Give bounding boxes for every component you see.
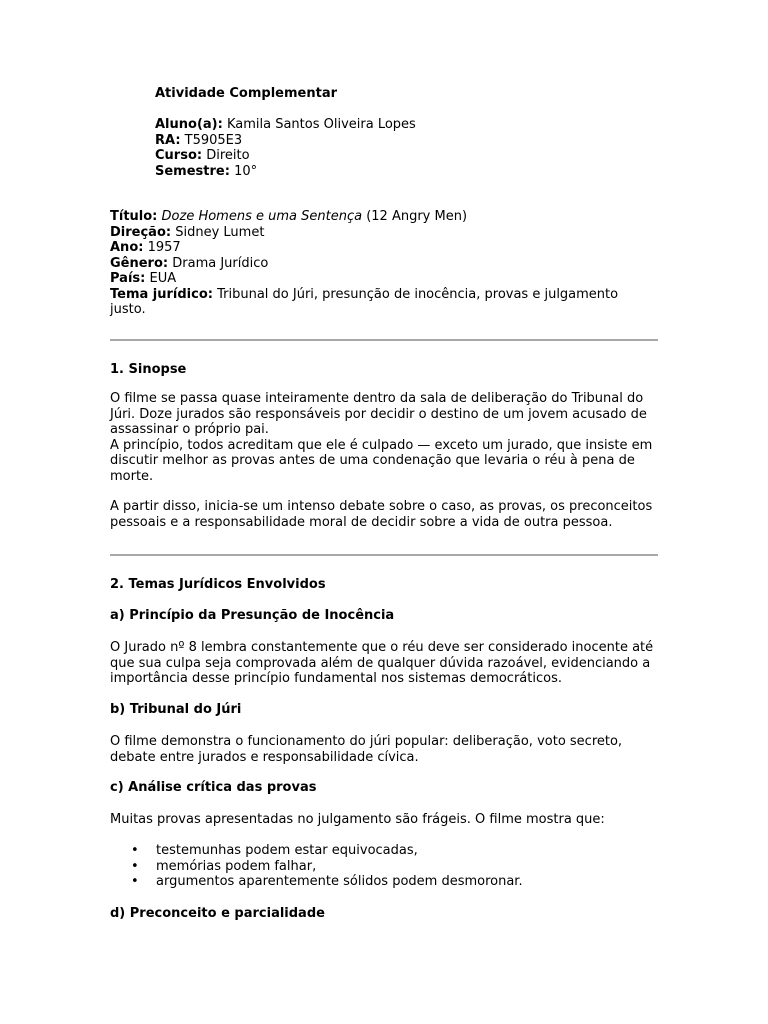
tema-b-heading — [110, 702, 662, 718]
bullet-icon: • — [131, 843, 139, 858]
bullet-text: testemunhas podem estar equivocadas, — [156, 843, 418, 858]
ra-line — [155, 133, 655, 149]
bullet-text: argumentos aparentemente sólidos podem desmoronar. — [156, 874, 523, 889]
pais-line — [110, 271, 630, 287]
tema-line — [110, 287, 630, 318]
genero-value: Drama Jurídico — [172, 255, 269, 271]
sinopse-heading-text: 1. Sinopse — [110, 362, 187, 377]
tema-d-heading-text: d) Preconceito e parcialidade — [110, 906, 325, 921]
aluno-line — [155, 117, 655, 133]
aluno-value: Kamila Santos Oliveira Lopes — [226, 117, 416, 132]
tema-label: Tema jurídico: — [110, 286, 213, 302]
titulo-label: Título: — [110, 209, 158, 224]
bullet-icon: • — [131, 874, 139, 889]
direcao-label: Direção: — [110, 224, 172, 240]
ano-label: Ano: — [110, 240, 144, 255]
bullet-icon: • — [131, 858, 139, 874]
sinopse-paragraph-3: A partir disso, inicia-se um intenso debate sobre o caso, as provas, os preconceitos pessoais e a responsabilidade moral de decidir sobre a vida de outra pessoa. — [110, 499, 653, 530]
title-text: Atividade Complementar — [155, 86, 337, 101]
temas-heading-text: 2. Temas Jurídicos Envolvidos — [110, 577, 326, 592]
tema-c-heading — [110, 780, 662, 796]
curso-label: Curso: — [155, 148, 203, 163]
ano-line — [110, 240, 630, 256]
tema-c-heading-text: c) Análise crítica das provas — [110, 780, 317, 795]
tema-b-body — [110, 734, 658, 765]
tema-c-body — [110, 812, 658, 828]
list-item — [110, 843, 650, 859]
semestre-value: 10° — [234, 163, 258, 179]
sinopse-paragraph-3-block — [110, 499, 655, 530]
ra-value: T5905E3 — [184, 132, 243, 148]
bullet-text: memórias podem falhar, — [156, 858, 317, 874]
tema-value: Tribunal do Júri, presunção de inocência, provas e julgamento justo. — [110, 286, 619, 317]
sinopse-paragraph-2: A princípio, todos acreditam que ele é culpado — exceto um jurado, que insiste em discutir melhor as provas antes de uma condenação que levaria o réu à pena de morte. — [110, 437, 653, 484]
sinopse-heading — [110, 362, 662, 378]
list-item — [110, 874, 650, 890]
film-info — [110, 209, 630, 318]
tema-a-body — [110, 640, 658, 687]
ano-value: 1957 — [147, 240, 181, 255]
tema-c-bullet-list — [110, 843, 650, 890]
tema-a-heading-text: a) Princípio da Presunção de Inocência — [110, 608, 395, 623]
tema-a-heading — [110, 608, 662, 624]
doc-title — [155, 86, 655, 102]
ra-label: RA: — [155, 132, 181, 148]
tema-d-heading — [110, 906, 662, 922]
tema-c-paragraph: Muitas provas apresentadas no julgamento são frágeis. O filme mostra que: — [110, 812, 605, 827]
sinopse-paragraph-1: O filme se passa quase inteiramente dentro da sala de deliberação do Tribunal do Júri. Doze jurados são responsáveis por decidir o destino de um jovem acusado de assassinar o próprio pai. — [110, 391, 647, 437]
pais-label: País: — [110, 271, 146, 286]
semestre-line — [155, 164, 655, 180]
pais-value: EUA — [149, 271, 177, 286]
divider-1 — [110, 339, 658, 341]
direcao-value: Sidney Lumet — [175, 224, 265, 240]
titulo-value: Doze Homens e uma Sentença — [161, 209, 363, 224]
genero-label: Gênero: — [110, 255, 169, 271]
genero-line — [110, 256, 630, 272]
sinopse-body — [110, 391, 655, 484]
titulo-line — [110, 209, 630, 225]
semestre-label: Semestre: — [155, 163, 230, 179]
curso-line — [155, 148, 655, 164]
tema-b-paragraph: O filme demonstra o funcionamento do júri popular: deliberação, voto secreto, debate entre jurados e responsabilidade cívica. — [110, 734, 623, 765]
tema-a-paragraph: O Jurado nº 8 lembra constantemente que o réu deve ser considerado inocente até que sua culpa seja comprovada além de qualquer dúvida razoável, evidenciando a importância desse princípio fundamental nos sistemas democráticos. — [110, 640, 654, 686]
curso-value: Direito — [206, 148, 250, 163]
list-item — [110, 859, 650, 875]
divider-2 — [110, 554, 658, 556]
aluno-label: Aluno(a): — [155, 117, 223, 132]
tema-b-heading-text: b) Tribunal do Júri — [110, 702, 242, 717]
direcao-line — [110, 225, 630, 241]
student-info — [155, 117, 655, 179]
temas-heading — [110, 577, 662, 593]
titulo-original: (12 Angry Men) — [366, 209, 468, 224]
